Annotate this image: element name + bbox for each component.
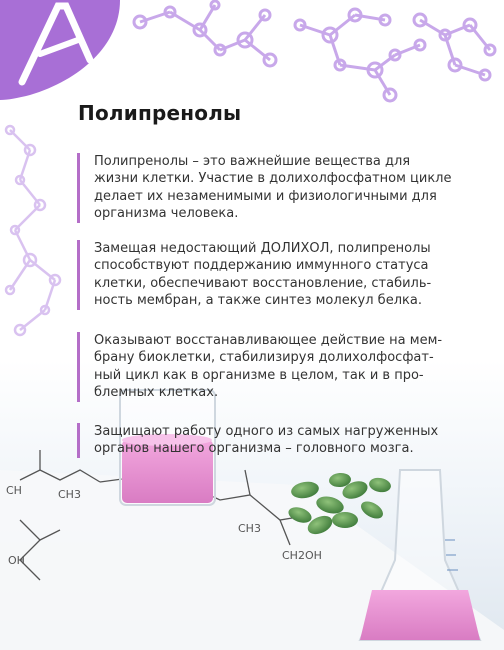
paragraph-line: Замещая недостающий ДОЛИХОЛ, полипренолы bbox=[94, 241, 431, 256]
formula-label-oh: OH bbox=[8, 554, 25, 567]
paragraph-line: блемных клетках. bbox=[94, 385, 219, 401]
paragraph-line: органов нашего организма – головного мозга. bbox=[94, 441, 414, 457]
paragraph-line: делает их незаменимыми и физиологичными для bbox=[94, 188, 437, 204]
formula-label-ch2oh: CH2OH bbox=[282, 549, 322, 562]
paragraph-line: организма человека. bbox=[94, 206, 239, 222]
paragraph-3 bbox=[77, 332, 474, 402]
paragraph-line: способствуют поддержанию иммунного статуса bbox=[94, 258, 429, 274]
formula-label-ch: CH bbox=[6, 484, 22, 497]
brand-logo-icon bbox=[0, 0, 120, 100]
paragraph-line: Полипренолы – это важнейшие вещества для bbox=[94, 154, 411, 169]
formula-label-ch3-a: CH3 bbox=[58, 488, 81, 501]
page-title: Полипренолы bbox=[78, 101, 242, 125]
paragraph-line: ный цикл как в организме в целом, так и в про- bbox=[94, 367, 424, 383]
paragraph-4 bbox=[77, 423, 474, 458]
paragraph-line: клетки, обеспечивают восстановление, стабиль- bbox=[94, 275, 432, 291]
paragraph-line: Защищают работу одного из самых нагруженных bbox=[94, 424, 439, 439]
paragraph-line: Оказывают восстанавливающее действие на мем- bbox=[94, 333, 443, 348]
formula-label-ch3-b: CH3 bbox=[238, 522, 261, 535]
molecule-pattern-icon bbox=[134, 1, 495, 101]
paragraph-line: жизни клетки. Участие в долихолфосфатном цикле bbox=[94, 171, 452, 187]
paragraph-line: ность мембран, а также синтез молекул белка. bbox=[94, 293, 422, 309]
paragraph-2 bbox=[77, 240, 474, 310]
paragraph-line: брану биоклетки, стабилизируя долихолфосфат- bbox=[94, 350, 434, 366]
paragraph-1 bbox=[77, 153, 474, 223]
molecule-pattern-left-icon bbox=[6, 126, 60, 335]
